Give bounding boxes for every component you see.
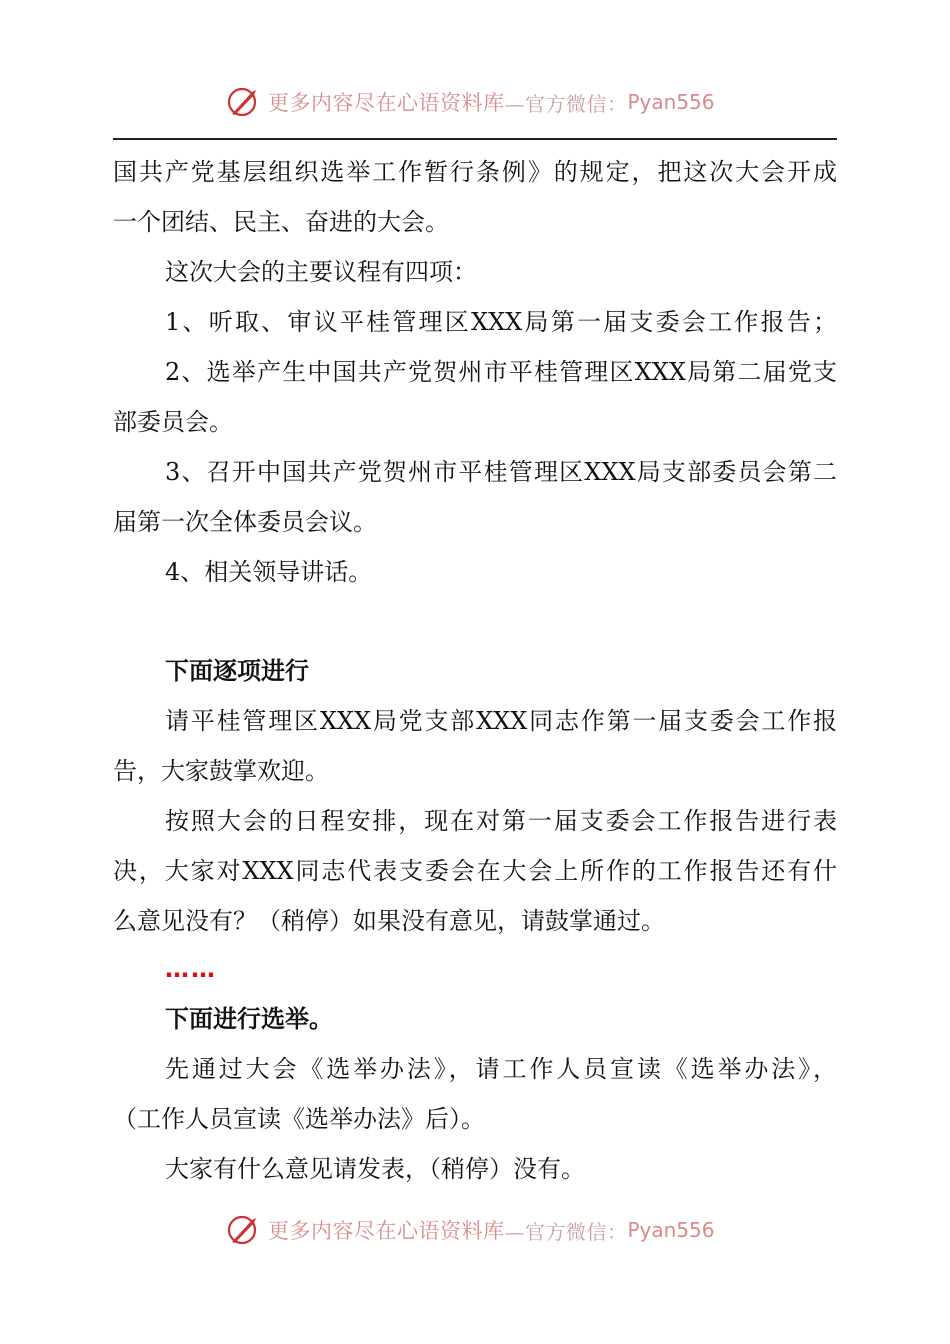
section-heading: 下面逐项进行 [165,656,309,685]
paragraph-line: 决，大家对XXX同志代表支委会在大会上所作的工作报告还有什 [113,857,837,885]
paragraph-line: 先通过大会《选举办法》，请工作人员宣读《选举办法》， [165,1055,837,1083]
section-heading: 下面进行选举。 [165,1004,333,1033]
header-rule [113,138,837,140]
watermark-id: Pyan556 [627,1218,715,1242]
quill-logo-icon [226,1212,262,1248]
paragraph-line: 么意见没有？（稍停）如果没有意见，请鼓掌通过。 [113,907,665,935]
quill-logo-icon [226,84,262,120]
watermark-label: —官方微信： [504,1219,628,1244]
watermark-text: 更多内容尽在心语资料库 [268,1219,505,1243]
watermark-id: Pyan556 [627,90,715,114]
paragraph-line: 这次大会的主要议程有四项： [165,258,477,286]
paragraph-line: 按照大会的日程安排，现在对第一届支委会工作报告进行表 [165,807,837,835]
ellipsis: …… [165,955,217,983]
watermark-header [226,84,715,120]
paragraph-line: （工作人员宣读《选举办法》后）。 [113,1105,485,1133]
watermark-footer [226,1212,715,1248]
paragraph-line: 告，大家鼓掌欢迎。 [113,757,329,785]
watermark-label: —官方微信： [504,91,628,116]
paragraph-line: 大家有什么意见请发表，（稍停）没有。 [165,1155,585,1183]
agenda-item-1: 1、听取、审议平桂管理区XXX局第一届支委会工作报告； [165,308,837,336]
paragraph-line: 届第一次全体委员会议。 [113,508,377,536]
paragraph-line: 国共产党基层组织选举工作暂行条例》的规定，把这次大会开成 [113,158,837,186]
paragraph-line: 部委员会。 [113,408,233,436]
paragraph-line: 请平桂管理区XXX局党支部XXX同志作第一届支委会工作报 [165,707,837,735]
agenda-item-2: 2、选举产生中国共产党贺州市平桂管理区XXX局第二届党支 [165,358,837,386]
watermark-text: 更多内容尽在心语资料库 [268,91,505,115]
paragraph-line: 一个团结、民主、奋进的大会。 [113,208,449,236]
agenda-item-3: 3、召开中国共产党贺州市平桂管理区XXX局支部委员会第二 [165,458,837,486]
agenda-item-4: 4、相关领导讲话。 [165,558,373,586]
